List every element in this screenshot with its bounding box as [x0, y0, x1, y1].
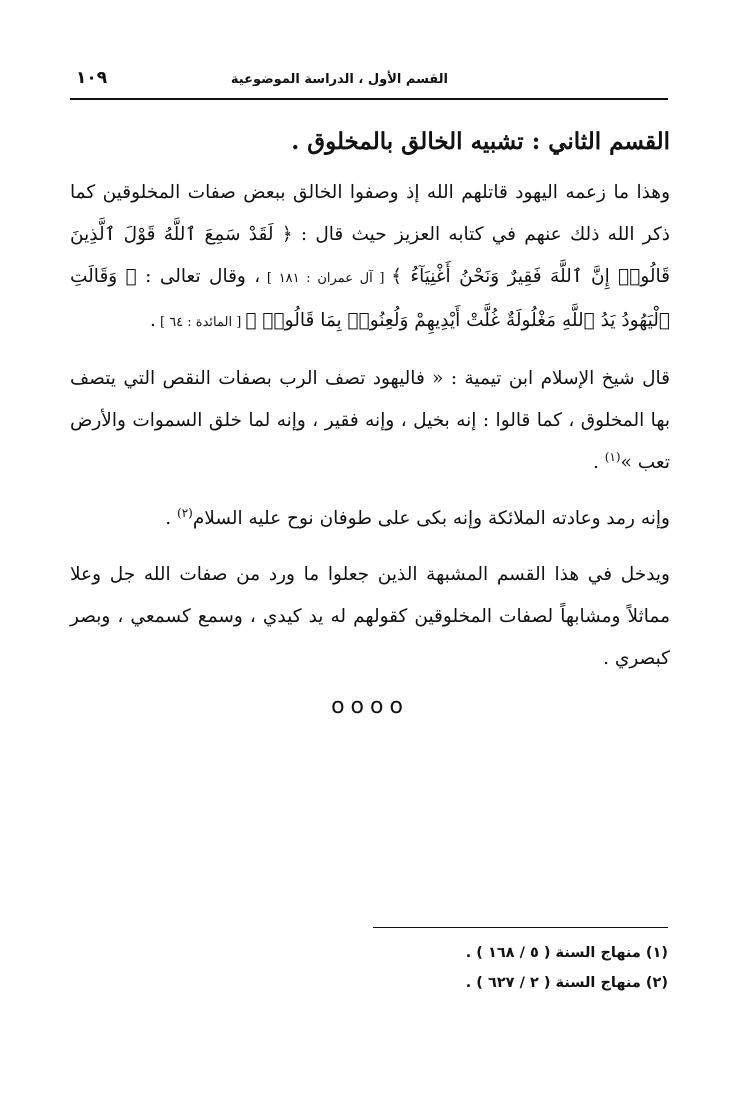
running-header-title: القسم الأول ، الدراسة الموضوعية: [230, 72, 448, 87]
section-divider: oooo: [331, 694, 409, 719]
paragraph-text: وإنه رمد وعادته الملائكة وإنه بكى على طوفان نوح عليه السلام: [192, 508, 670, 529]
paragraph-text: وهذا ما زعمه اليهود قاتلهم الله إذ وصفوا الخالق ببعض صفات المخلوقين كما ذكر الله ذلك عنهم في كتابه العزيز حيث قال :: [70, 182, 670, 245]
paragraph-jews-claim: [70, 172, 670, 344]
footnote-1: (١) منهاج السنة ( ٥ / ١٦٨ ) .: [465, 945, 668, 961]
paragraph-text: ، وقال تعالى :: [136, 266, 261, 287]
paragraph-text: .: [165, 508, 178, 529]
quran-verse-al-imran: ﴿ لَقَدْ سَمِعَ ٱللَّهُ قَوْلَ ٱلَّذِينَ قَالُوا۟ إِنَّ ٱللَّهَ فَقِيرٌ وَنَحْنُ أَغْنِيَآءُ ﴾: [70, 224, 670, 287]
paragraph-further-claims: [70, 498, 670, 540]
paragraph-text: ويدخل في هذا القسم المشبهة الذين جعلوا ما ورد من صفات الله جل وعلا مماثلاً ومشابهاً لصفات المخلوقين كقولهم له يد كيدي ، وسمع كسمعي ، وبصر كبصري .: [70, 564, 670, 669]
footnote-2: (٢) منهاج السنة ( ٢ / ٦٢٧ ) .: [465, 975, 668, 991]
running-header: [70, 64, 668, 100]
page-body: [70, 108, 670, 719]
section-heading: القسم الثاني : تشبيه الخالق بالمخلوق .: [291, 128, 670, 155]
footnotes: [70, 938, 668, 998]
paragraph-text: .: [149, 310, 156, 331]
page-number: ١٠٩: [76, 68, 108, 88]
footnote-marker-2[interactable]: (٢): [177, 505, 193, 520]
footnote-marker-1[interactable]: (١): [604, 449, 621, 464]
paragraph-text: .: [592, 452, 605, 473]
verse-reference-al-imran: [ آل عمران : ١٨١ ]: [260, 271, 392, 286]
quran-verse-al-maidah: ﴿ وَقَالَتِ ٱلْيَهُودُ يَدُ ٱللَّهِ مَغْلُولَةٌ غُلَّتْ أَيْدِيهِمْ وَلُعِنُوا۟ بِمَا قَالُوا۟ ﴾: [70, 266, 670, 331]
paragraph-text: قال شيخ الإسلام ابن تيمية : « فاليهود تصف الرب بصفات النقص التي يتصف بها المخلوق ، كما قالوا : إنه بخيل ، وإنه فقير ، وإنه لما خلق السموات والأرض تعب »: [70, 368, 670, 473]
paragraph-ibn-taymiyyah-quote: [70, 358, 670, 484]
verse-reference-al-maidah: [ المائدة : ٦٤ ]: [155, 315, 246, 330]
footnote-separator: [373, 927, 668, 928]
paragraph-mushabbiha: [70, 554, 670, 680]
